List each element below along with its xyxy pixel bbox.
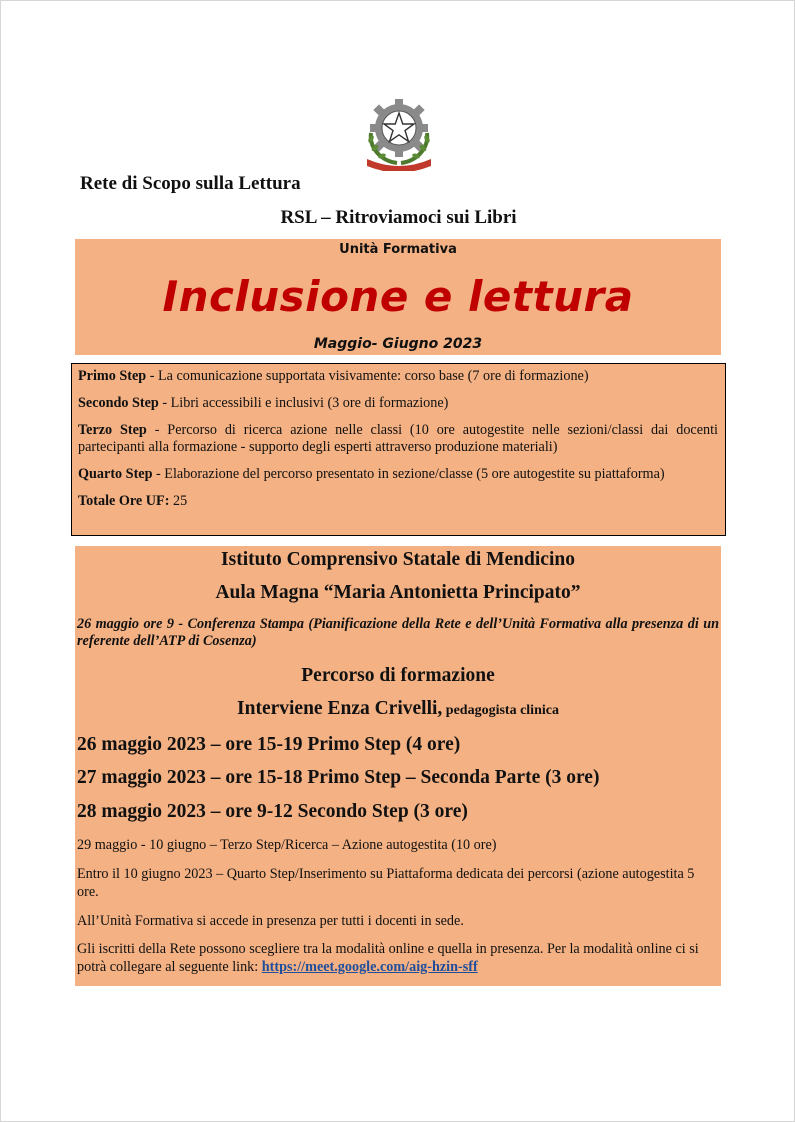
training-path-heading: Percorso di formazione xyxy=(301,665,495,686)
step-name: Primo Step xyxy=(78,368,147,384)
research-phase: 29 maggio - 10 giugno – Terzo Step/Ricerca – Azione autogestita (10 ore) xyxy=(77,837,497,853)
attendance-note: All’Unità Formativa si accede in presenza per tutti i docenti in sede. xyxy=(77,913,464,929)
info-section xyxy=(75,546,721,986)
schedule-item: 27 maggio 2023 – ore 15-18 Primo Step – Seconda Parte (3 ore) xyxy=(77,767,600,788)
rsl-title: RSL – Ritroviamoci sui Libri xyxy=(280,207,517,228)
schedule-item: 28 maggio 2023 – ore 9-12 Secondo Step (3 ore) xyxy=(77,801,468,822)
step-name: Secondo Step xyxy=(78,395,159,411)
meet-link[interactable]: https://meet.google.com/aig-hzin-sff xyxy=(261,959,478,975)
online-note-text: Gli iscritti della Rete possono scegliere tra la modalità online e quella in presenza. Per la modalità online ci si potrà collegare al seguente link: xyxy=(77,941,699,975)
total-hours xyxy=(78,493,718,510)
step-item xyxy=(78,466,718,483)
network-title: Rete di Scopo sulla Lettura xyxy=(80,173,301,194)
step-item xyxy=(78,395,718,412)
step-name: Terzo Step xyxy=(78,422,147,438)
speaker-name: Interviene Enza Crivelli, xyxy=(237,698,443,719)
steps-box xyxy=(71,363,726,536)
venue-name: Aula Magna “Maria Antonietta Principato” xyxy=(215,582,581,603)
school-name: Istituto Comprensivo Statale di Mendicino xyxy=(221,549,575,570)
total-label: Totale Ore UF: xyxy=(78,493,170,509)
total-value: 25 xyxy=(169,493,188,509)
step-name: Quarto Step xyxy=(78,466,153,482)
title-banner xyxy=(75,239,721,355)
step-text: - Libri accessibili e inclusivi (3 ore di formazione) xyxy=(158,395,449,411)
step-item xyxy=(78,368,718,385)
press-conference-note: 26 maggio ore 9 - Conferenza Stampa (Pianificazione della Rete e dell’Unità Formativa alla presenza di un referente dell’ATP di Cosenza) xyxy=(77,616,719,649)
speaker-line xyxy=(75,698,721,720)
italian-republic-emblem-icon xyxy=(361,93,437,171)
platform-deadline: Entro il 10 giugno 2023 – Quarto Step/Inserimento su Piattaforma dedicata dei percorsi (azione autogestita 5 ore. xyxy=(77,866,695,900)
speaker-role: pedagogista clinica xyxy=(442,703,559,718)
step-text: - Percorso di ricerca azione nelle classi (10 ore autogestite nelle sezioni/classi dai docenti partecipanti alla formazione - supporto degli esperti attraverso produzione materiali) xyxy=(78,422,718,455)
online-note xyxy=(77,940,717,976)
schedule-item: 26 maggio 2023 – ore 15-19 Primo Step (4 ore) xyxy=(77,734,461,755)
step-text: - Elaborazione del percorso presentato in sezione/classe (5 ore autogestite su piattaforma) xyxy=(152,466,665,482)
step-text: - La comunicazione supportata visivamente: corso base (7 ore di formazione) xyxy=(146,368,589,384)
course-title: Inclusione e lettura xyxy=(162,272,634,321)
step-item xyxy=(78,422,718,456)
course-dates: Maggio- Giugno 2023 xyxy=(313,336,483,352)
training-unit-label: Unità Formativa xyxy=(339,242,457,257)
